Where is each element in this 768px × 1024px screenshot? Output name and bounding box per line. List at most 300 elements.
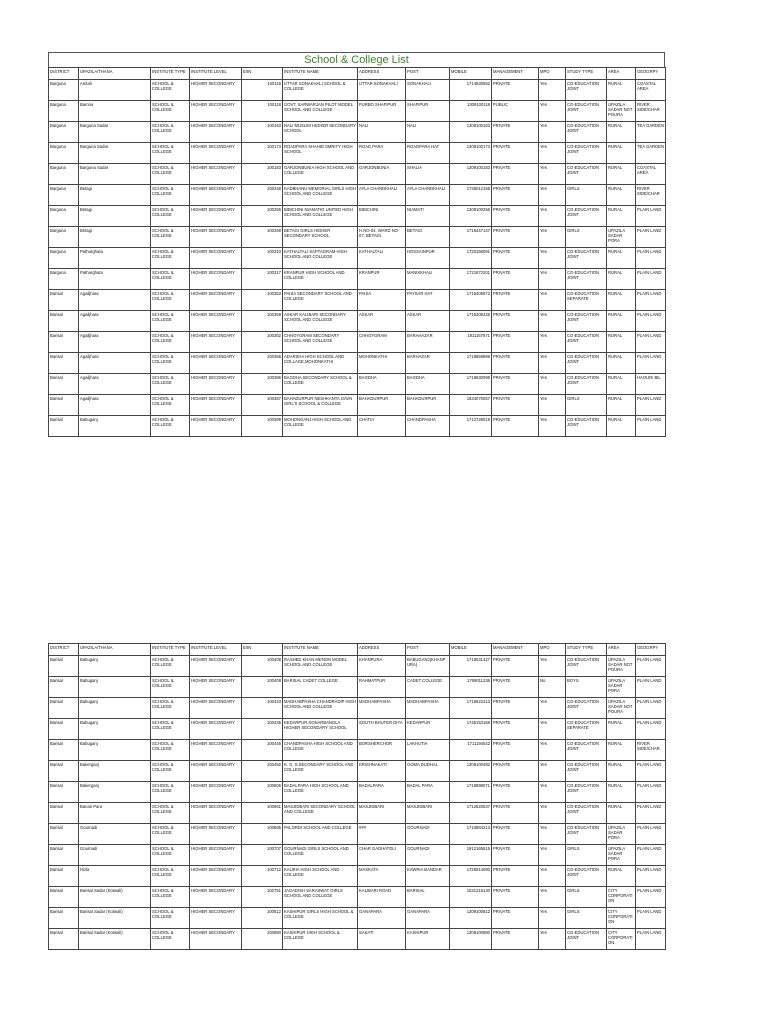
cell-upazila: Gournadi — [79, 845, 151, 866]
cell-upazila: Patharghata — [79, 248, 151, 269]
cell-mobile: 1309100256 — [450, 206, 492, 227]
cell-mobile: 1720156091 — [450, 248, 492, 269]
cell-institute-name: RASHED KHAN MENON MODEL SCHOOL AND COLLEGE — [283, 656, 358, 677]
cell-geography: PLAIN LAND — [636, 719, 666, 740]
cell-geography: RIVER SIDE/CHAR — [636, 101, 666, 122]
cell-eiin: 100707 — [242, 845, 283, 866]
cell-institute-type: SCHOOL & COLLEGE — [151, 185, 190, 206]
cell-institute-name: ASKAR KALIBARI SECONDARY SCHOOL AND COLLEGE — [283, 311, 358, 332]
cell-post: GANAPARA — [406, 908, 450, 929]
cell-institute-type: SCHOOL & COLLEGE — [151, 248, 190, 269]
cell-institute-name: KADBHANU MEMORIAL GIRLS HIGH SCHOOL AND COLLEGE — [283, 185, 358, 206]
cell-eiin: 100880 — [242, 929, 283, 950]
cell-management: PRIVATE — [492, 416, 539, 437]
cell-mpo: Yes — [539, 908, 566, 929]
cell-mpo: Yes — [539, 185, 566, 206]
cell-management: PRIVATE — [492, 374, 539, 395]
cell-management: PRIVATE — [492, 395, 539, 416]
cell-geography: COASTAL AREA — [636, 80, 666, 101]
cell-mobile: 1721872201 — [450, 269, 492, 290]
cell-post: MASJIDBARI — [406, 803, 450, 824]
cell-address: RAHMATPUR — [358, 677, 406, 698]
cell-upazila: Babuganj — [79, 698, 151, 719]
cell-address: MASKATA — [358, 866, 406, 887]
cell-address: KHANPURA — [358, 656, 406, 677]
cell-district: Barisal — [49, 845, 79, 866]
cell-institute-type: SCHOOL & COLLEGE — [151, 845, 190, 866]
cell-management: PRIVATE — [492, 929, 539, 950]
cell-area: RURAL — [607, 740, 636, 761]
table-row — [49, 227, 666, 248]
cell-eiin: 100606 — [242, 782, 283, 803]
cell-address: ASKAR — [358, 311, 406, 332]
cell-mobile: 1718830099 — [450, 374, 492, 395]
cell-district: Barguna — [49, 164, 79, 185]
cell-area: RURAL — [607, 866, 636, 887]
cell-management: PRIVATE — [492, 248, 539, 269]
cell-address: BORSHERCHOR — [358, 740, 406, 761]
cell-institute-level: HIGHER SECONDARY — [190, 782, 242, 803]
cell-post: NALI — [406, 122, 450, 143]
col-header-district: DISTRICT — [49, 68, 79, 80]
table-row — [49, 908, 666, 929]
cell-mpo: Yes — [539, 866, 566, 887]
cell-institute-level: HIGHER SECONDARY — [190, 290, 242, 311]
cell-post: LAKHUTIA — [406, 740, 450, 761]
cell-upazila: Bakerganj — [79, 782, 151, 803]
cell-upazila: Babuganj — [79, 416, 151, 437]
col-header-area: AREA — [607, 644, 636, 656]
cell-institute-type: SCHOOL & COLLEGE — [151, 122, 190, 143]
cell-institute-type: SCHOOL & COLLEGE — [151, 719, 190, 740]
cell-institute-type: SCHOOL & COLLEGE — [151, 374, 190, 395]
cell-institute-type: SCHOOL & COLLEGE — [151, 698, 190, 719]
cell-mobile: 1912165615 — [450, 845, 492, 866]
cell-mobile: 1745153168 — [450, 719, 492, 740]
cell-post: KASHIPUR — [406, 929, 450, 950]
table-row — [49, 248, 666, 269]
cell-geography: PLAIN LAND — [636, 395, 666, 416]
cell-institute-name: BAHADURPUR NESHKANTA GAVN GIRL'S SCHOOL & COLLEGE — [283, 395, 358, 416]
cell-address: BAGDHA — [358, 374, 406, 395]
table-row — [49, 290, 666, 311]
cell-district: Barisal — [49, 866, 79, 887]
cell-geography: PLAIN LAND — [636, 866, 666, 887]
col-header-geography: GEOGRPY — [636, 644, 666, 656]
cell-institute-level: HIGHER SECONDARY — [190, 719, 242, 740]
cell-institute-type: SCHOOL & COLLEGE — [151, 311, 190, 332]
cell-district: Barisal — [49, 824, 79, 845]
cell-eiin: 100317 — [242, 269, 283, 290]
cell-address: ROAD PARA — [358, 143, 406, 164]
cell-post: PAYSAR HAT — [406, 290, 450, 311]
cell-mpo: No — [539, 677, 566, 698]
cell-eiin: 100661 — [242, 803, 283, 824]
cell-institute-level: HIGHER SECONDARY — [190, 227, 242, 248]
cell-address: AYLA CHANDKHALI — [358, 185, 406, 206]
cell-institute-type: SCHOOL & COLLEGE — [151, 908, 190, 929]
cell-post: BAHADURPUR — [406, 395, 450, 416]
cell-geography: PLAIN LAND — [636, 803, 666, 824]
table-row — [49, 353, 666, 374]
cell-mobile: 1718859899 — [450, 353, 492, 374]
cell-district: Barisal — [49, 395, 79, 416]
cell-address: CHAR GADHATOLI — [358, 845, 406, 866]
cell-institute-name: K. G. S.SECONDARY SCHOOL AND COLLEGE — [283, 761, 358, 782]
cell-study-type: CO-EDUCATION JOINT — [566, 824, 607, 845]
cell-upazila: Gournadi — [79, 824, 151, 845]
cell-institute-type: SCHOOL & COLLEGE — [151, 80, 190, 101]
cell-institute-type: SCHOOL & COLLEGE — [151, 677, 190, 698]
cell-institute-level: HIGHER SECONDARY — [190, 248, 242, 269]
cell-eiin: 100353 — [242, 290, 283, 311]
cell-area: RURAL — [607, 80, 636, 101]
cell-institute-level: HIGHER SECONDARY — [190, 122, 242, 143]
cell-management: PUBLIC — [492, 101, 539, 122]
table-row — [49, 416, 666, 437]
col-header-institute-level: INSTITUTE LEVEL — [190, 68, 242, 80]
col-header-institute-name: INSTITUTE NAME — [283, 68, 358, 80]
col-header-institute-type: INSTITUTE TYPE — [151, 68, 190, 80]
cell-geography: PLAIN LAND — [636, 206, 666, 227]
cell-post: BETAGI — [406, 227, 450, 248]
cell-geography: PLAIN LAND — [636, 248, 666, 269]
cell-institute-name: ROADPARA SHAHID SMRITY HIGH SCHOOL — [283, 143, 358, 164]
cell-mobile: 1712520537 — [450, 803, 492, 824]
cell-geography: PLAIN LAND — [636, 761, 666, 782]
cell-address: PURBO SHAFIPUR — [358, 101, 406, 122]
cell-upazila: Babuganj — [79, 677, 151, 698]
cell-institute-level: HIGHER SECONDARY — [190, 332, 242, 353]
cell-area: RURAL — [607, 782, 636, 803]
col-header-eiin: EIIN — [242, 68, 283, 80]
cell-post: SHALIA — [406, 164, 450, 185]
cell-institute-level: HIGHER SECONDARY — [190, 206, 242, 227]
cell-area: RURAL — [607, 719, 636, 740]
cell-study-type: GIRLS — [566, 845, 607, 866]
cell-address: ### — [358, 824, 406, 845]
col-header-study-type: STUDY TYPE — [566, 644, 607, 656]
cell-institute-level: HIGHER SECONDARY — [190, 803, 242, 824]
cell-institute-type: SCHOOL & COLLEGE — [151, 929, 190, 950]
cell-management: PRIVATE — [492, 740, 539, 761]
cell-geography: PLAIN LAND — [636, 845, 666, 866]
cell-management: PRIVATE — [492, 824, 539, 845]
cell-eiin: 100751 — [242, 887, 283, 908]
cell-institute-type: SCHOOL & COLLEGE — [151, 143, 190, 164]
cell-management: PRIVATE — [492, 761, 539, 782]
table-row — [49, 185, 666, 206]
cell-study-type: CO-EDUCATION JOINT — [566, 164, 607, 185]
cell-mpo: Yes — [539, 656, 566, 677]
cell-institute-level: HIGHER SECONDARY — [190, 656, 242, 677]
cell-mobile: 1309100880 — [450, 929, 492, 950]
cell-geography: PLAIN LAND — [636, 332, 666, 353]
cell-study-type: CO-EDUCATION JOINT — [566, 416, 607, 437]
col-header-area: AREA — [607, 68, 636, 80]
cell-study-type: CO-EDUCATION JOINT — [566, 248, 607, 269]
cell-management: PRIVATE — [492, 866, 539, 887]
cell-district: Barisal — [49, 332, 79, 353]
cell-management: PRIVATE — [492, 311, 539, 332]
cell-geography: PLAIN LAND — [636, 677, 666, 698]
cell-study-type: CO-EDUCATION JOINT — [566, 782, 607, 803]
cell-area: UPAZILA SADAR PORA — [607, 227, 636, 248]
cell-district: Barisal — [49, 908, 79, 929]
table-row — [49, 332, 666, 353]
cell-management: PRIVATE — [492, 698, 539, 719]
table-row — [49, 698, 666, 719]
cell-institute-name: NALI MUSLIM HIGHER SECONDARY SCHOOL — [283, 122, 358, 143]
cell-management: PRIVATE — [492, 908, 539, 929]
col-header-mpo: MPO — [539, 68, 566, 80]
cell-district: Barisal — [49, 887, 79, 908]
table-row — [49, 269, 666, 290]
cell-upazila: Betagi — [79, 185, 151, 206]
cell-eiin: 100368 — [242, 353, 283, 374]
cell-geography: PLAIN LAND — [636, 311, 666, 332]
cell-institute-name: PALORDI SCHOOL AND COLLEGE — [283, 824, 358, 845]
cell-district: Barisal — [49, 677, 79, 698]
col-header-upazila: UPAZILA/THANA — [79, 644, 151, 656]
cell-upazila: Betagi — [79, 206, 151, 227]
header-row — [49, 68, 666, 80]
cell-mobile: 1309100183 — [450, 164, 492, 185]
cell-mobile: 1834070057 — [450, 395, 492, 416]
cell-address: BIBICHINI — [358, 206, 406, 227]
cell-upazila: Barguna Sadar — [79, 164, 151, 185]
school-table-page-2 — [48, 643, 666, 950]
cell-institute-name: KAURIA HIGH SCHOOL AND COLLEGE — [283, 866, 358, 887]
cell-district: Barisal — [49, 416, 79, 437]
cell-institute-name: KATHALTALI SAPTAGRAM HIGH SCHOOL AND COLLEGE — [283, 248, 358, 269]
cell-study-type: CO-EDUCATION JOINT — [566, 803, 607, 824]
cell-post: KAWRIA BANDAR — [406, 866, 450, 887]
col-header-upazila: UPAZILA/THANA — [79, 68, 151, 80]
cell-address: UTTAR SONAKHALI — [358, 80, 406, 101]
cell-eiin: 100163 — [242, 122, 283, 143]
cell-eiin: 100362 — [242, 332, 283, 353]
cell-institute-type: SCHOOL & COLLEGE — [151, 164, 190, 185]
cell-district: Barguna — [49, 101, 79, 122]
cell-post: CHANDPASHA — [406, 416, 450, 437]
cell-mpo: Yes — [539, 206, 566, 227]
cell-institute-level: HIGHER SECONDARY — [190, 845, 242, 866]
cell-institute-type: SCHOOL & COLLEGE — [151, 803, 190, 824]
cell-mobile: 1309100492 — [450, 761, 492, 782]
cell-study-type: GIRLS — [566, 908, 607, 929]
cell-eiin: 100812 — [242, 908, 283, 929]
cell-mpo: Yes — [539, 101, 566, 122]
sheet-page-2 — [48, 643, 665, 950]
cell-institute-level: HIGHER SECONDARY — [190, 887, 242, 908]
cell-study-type: GIRLS — [566, 887, 607, 908]
cell-mobile: 1716622213 — [450, 698, 492, 719]
cell-mpo: Yes — [539, 395, 566, 416]
cell-post: BAGDHA — [406, 374, 450, 395]
cell-mpo: Yes — [539, 845, 566, 866]
cell-mobile: 1715405672 — [450, 290, 492, 311]
cell-mobile: 1726914090 — [450, 866, 492, 887]
cell-eiin: 100173 — [242, 143, 283, 164]
cell-area: UPAZILA SADAR NOT POURA — [607, 656, 636, 677]
cell-area: CITY CORPORATION — [607, 929, 636, 950]
cell-upazila: Bamna — [79, 101, 151, 122]
cell-upazila: Barguna Sadar — [79, 143, 151, 164]
cell-eiin: 100118 — [242, 101, 283, 122]
cell-management: PRIVATE — [492, 887, 539, 908]
table-row — [49, 101, 666, 122]
cell-geography: PLAIN LAND — [636, 290, 666, 311]
cell-upazila: Hizla — [79, 866, 151, 887]
cell-area: UPAZILA SADAR PORA — [607, 677, 636, 698]
col-header-district: DISTRICT — [49, 644, 79, 656]
cell-institute-name: CHHOYGRAM SECONDARY SCHOOL AND COLLEGE — [283, 332, 358, 353]
cell-management: PRIVATE — [492, 290, 539, 311]
cell-eiin: 100409 — [242, 677, 283, 698]
cell-district: Barisal — [49, 290, 79, 311]
cell-institute-name: CHANDPASHA HIGH SCHOOL AND COLLEGE — [283, 740, 358, 761]
cell-institute-name: BETAGI GIRLS HIGHER SECONDARY SCHOOL — [283, 227, 358, 248]
cell-institute-type: SCHOOL & COLLEGE — [151, 866, 190, 887]
cell-geography: PLAIN LAND — [636, 824, 666, 845]
cell-address: GANAPARA — [358, 908, 406, 929]
table-row — [49, 395, 666, 416]
cell-mpo: Yes — [539, 824, 566, 845]
cell-mpo: Yes — [539, 164, 566, 185]
cell-area: RURAL — [607, 803, 636, 824]
cell-institute-level: HIGHER SECONDARY — [190, 908, 242, 929]
cell-address: MADHABPASHA — [358, 698, 406, 719]
col-header-institute-type: INSTITUTE TYPE — [151, 644, 190, 656]
cell-institute-type: SCHOOL & COLLEGE — [151, 395, 190, 416]
cell-institute-name: BADALPARA HIGH SCHOOL AND COLLEGE — [283, 782, 358, 803]
table-row — [49, 761, 666, 782]
cell-study-type: CO-EDUCATION JOINT — [566, 761, 607, 782]
cell-district: Barisal — [49, 656, 79, 677]
cell-institute-level: HIGHER SECONDARY — [190, 143, 242, 164]
table-row — [49, 719, 666, 740]
cell-mpo: Yes — [539, 719, 566, 740]
cell-institute-level: HIGHER SECONDARY — [190, 866, 242, 887]
cell-geography: TEA GARDEN — [636, 122, 666, 143]
cell-mpo: Yes — [539, 332, 566, 353]
col-header-institute-level: INSTITUTE LEVEL — [190, 644, 242, 656]
header-row — [49, 644, 666, 656]
cell-institute-level: HIGHER SECONDARY — [190, 740, 242, 761]
cell-study-type: CO-EDUCATION JOINT — [566, 143, 607, 164]
cell-district: Barisal — [49, 311, 79, 332]
cell-district: Barguna — [49, 248, 79, 269]
cell-institute-level: HIGHER SECONDARY — [190, 677, 242, 698]
cell-address: KRANPUR — [358, 269, 406, 290]
cell-institute-name: GOURNADI GIRLS SCHOOL AND COLLEGE — [283, 845, 358, 866]
cell-study-type: CO-EDUCATION JOINT — [566, 740, 607, 761]
cell-study-type: CO-EDUCATION JOINT — [566, 80, 607, 101]
cell-mpo: Yes — [539, 740, 566, 761]
cell-geography: RIVER SIDE/CHAR — [636, 740, 666, 761]
cell-geography: PLAIN LAND — [636, 227, 666, 248]
cell-mobile: 1309100163 — [450, 122, 492, 143]
cell-district: Barisal — [49, 698, 79, 719]
cell-management: PRIVATE — [492, 185, 539, 206]
cell-eiin: 100408 — [242, 656, 283, 677]
cell-address: BAHADURPUR — [358, 395, 406, 416]
cell-mpo: Yes — [539, 227, 566, 248]
col-header-post: POST — [406, 644, 450, 656]
cell-post: BARISAL — [406, 887, 450, 908]
cell-area: RURAL — [607, 269, 636, 290]
cell-address: BADALPARA — [358, 782, 406, 803]
table-row — [49, 677, 666, 698]
cell-district: Barisal — [49, 929, 79, 950]
cell-management: PRIVATE — [492, 353, 539, 374]
cell-area: UPAZILA SADAR NOT POURA — [607, 101, 636, 122]
cell-area: RURAL — [607, 290, 636, 311]
cell-geography: RIVER SIDE/CHAR — [636, 185, 666, 206]
cell-institute-type: SCHOOL & COLLEGE — [151, 887, 190, 908]
cell-district: Barguna — [49, 269, 79, 290]
cell-eiin: 100248 — [242, 185, 283, 206]
cell-district: Barguna — [49, 185, 79, 206]
cell-address: PAISA — [358, 290, 406, 311]
cell-area: RURAL — [607, 122, 636, 143]
cell-upazila: Babuganj — [79, 719, 151, 740]
cell-institute-type: SCHOOL & COLLEGE — [151, 782, 190, 803]
cell-institute-type: SCHOOL & COLLEGE — [151, 761, 190, 782]
cell-study-type: BOYS — [566, 677, 607, 698]
cell-geography: PLAIN LAND — [636, 656, 666, 677]
cell-area: RURAL — [607, 353, 636, 374]
col-header-address: ADDRESS — [358, 68, 406, 80]
cell-upazila: Bakerganj — [79, 761, 151, 782]
cell-area: UPAZILA SADAR PORA — [607, 845, 636, 866]
cell-upazila: Agailjhara — [79, 332, 151, 353]
cell-eiin: 100443 — [242, 698, 283, 719]
cell-institute-name: MADHABPASHA CHANDRADIP HIGH SCHOOL AND COLLEGE — [283, 698, 358, 719]
cell-district: Barguna — [49, 227, 79, 248]
table-row — [49, 887, 666, 908]
cell-mpo: Yes — [539, 290, 566, 311]
cell-geography: PLAIN LAND — [636, 269, 666, 290]
table-row — [49, 656, 666, 677]
cell-institute-name: BARISAL CADET COLLEGE — [283, 677, 358, 698]
cell-mpo: Yes — [539, 311, 566, 332]
cell-eiin: 100399 — [242, 416, 283, 437]
cell-management: PRIVATE — [492, 803, 539, 824]
cell-study-type: CO-EDUCATION JOINT — [566, 353, 607, 374]
cell-management: PRIVATE — [492, 677, 539, 698]
cell-geography: COASTAL AREA — [636, 164, 666, 185]
table-row — [49, 122, 666, 143]
cell-study-type: CO-EDUCATION JOINT — [566, 269, 607, 290]
cell-address: CHATIA — [358, 416, 406, 437]
cell-upazila: Babuganj — [79, 740, 151, 761]
col-header-management: MANAGEMENT — [492, 644, 539, 656]
col-header-mpo: MPO — [539, 644, 566, 656]
cell-institute-level: HIGHER SECONDARY — [190, 353, 242, 374]
cell-district: Barisal — [49, 782, 79, 803]
cell-institute-level: HIGHER SECONDARY — [190, 311, 242, 332]
cell-management: PRIVATE — [492, 845, 539, 866]
cell-mpo: Yes — [539, 80, 566, 101]
cell-upazila: Patharghata — [79, 269, 151, 290]
cell-district: Barguna — [49, 122, 79, 143]
cell-mpo: Yes — [539, 269, 566, 290]
cell-mobile: 1309100173 — [450, 143, 492, 164]
cell-study-type: GIRLS — [566, 395, 607, 416]
cell-district: Barisal — [49, 803, 79, 824]
